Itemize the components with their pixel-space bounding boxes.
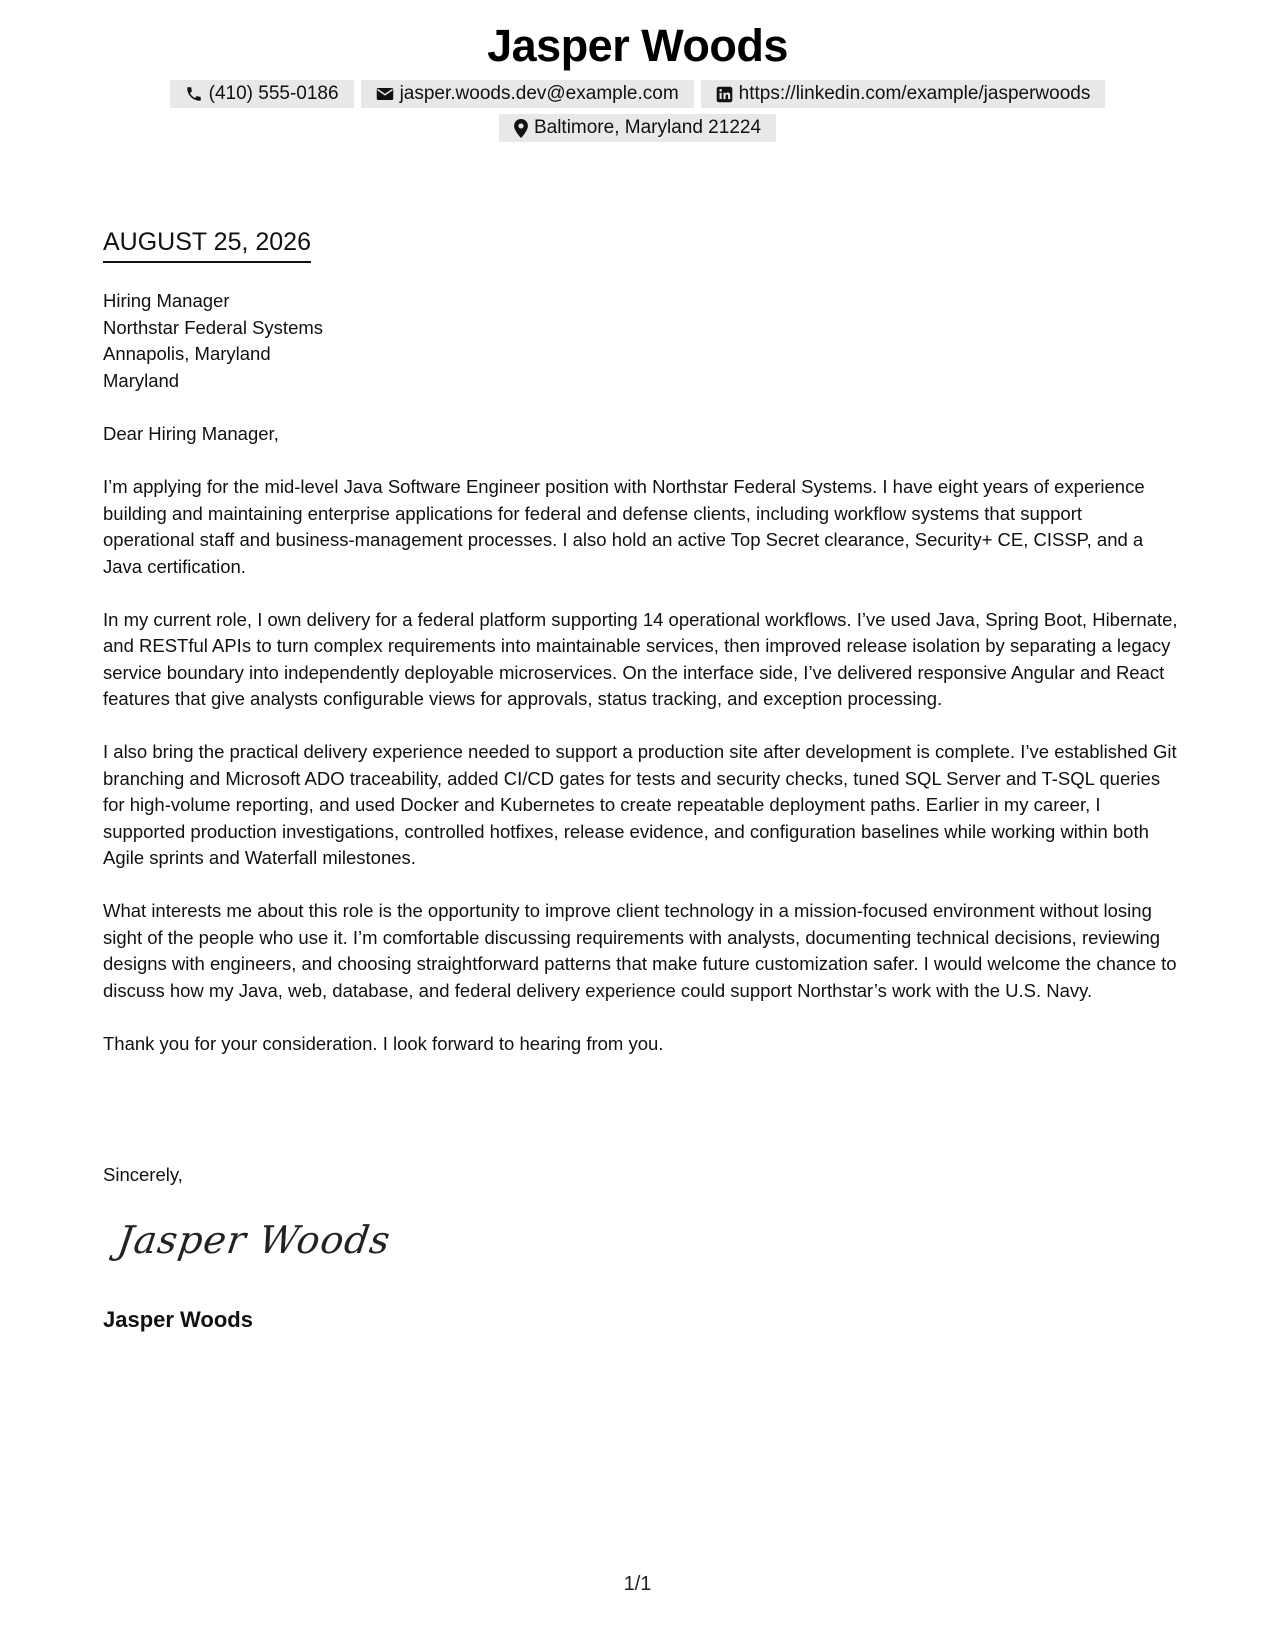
- contact-row-location: [0, 114, 1275, 142]
- location-chip: [499, 114, 776, 142]
- linkedin-text: https://linkedin.com/example/jasperwoods: [738, 83, 1091, 104]
- phone-text: (410) 555-0186: [208, 83, 339, 104]
- handwritten-signature: Jasper Woods: [114, 1218, 394, 1262]
- location-text: Baltimore, Maryland 21224: [533, 117, 762, 138]
- phone-chip: [170, 80, 354, 108]
- signer-name: Jasper Woods: [103, 1307, 253, 1332]
- contact-row: [0, 80, 1275, 108]
- map-pin-icon: [514, 119, 528, 138]
- closing: Sincerely,: [103, 1164, 183, 1185]
- body-paragraph: I’m applying for the mid-level Java Software Engineer position with Northstar Federal Systems. I have eight years of experience building and maintaining enterprise applications for federal and defense clients, including workflow systems that support operational staff and business-management processes. I also hold an active Top Secret clearance, Security+ CE, CISSP, and a Java certification.: [103, 476, 1145, 577]
- letter-date: AUGUST 25, 2026: [103, 228, 311, 263]
- recipient-line: Hiring Manager: [103, 290, 230, 311]
- linkedin-icon: [716, 86, 733, 103]
- recipient-line: Northstar Federal Systems: [103, 316, 324, 338]
- letter-body: [103, 474, 1178, 1084]
- body-paragraph: I also bring the practical delivery experience needed to support a production site after development is complete. I’ve established Git branching and Microsoft ADO traceability, added CI/CD gates for tests and security checks, tuned SQL Server and T-SQL queries for high-volume reporting, and used Docker and Kubernetes to create repeatable deployment paths. Earlier in my career, I supported production investigations, controlled hotfixes, release evidence, and configuration baselines while working within both Agile sprints and Waterfall milestones.: [103, 741, 1177, 868]
- salutation: Dear Hiring Manager,: [103, 423, 279, 444]
- body-paragraph: In my current role, I own delivery for a federal platform supporting 14 operational workflows. I’ve used Java, Spring Boot, Hibernate, and RESTful APIs to turn complex requirements into maintainable services, then improved release isolation by separating a legacy service boundary into independently deployable microservices. On the interface side, I’ve delivered responsive Angular and React features that give analysts configurable views for approvals, status tracking, and exception processing.: [103, 608, 1178, 709]
- body-paragraph: What interests me about this role is the opportunity to improve client technology in a mission-focused environment without losing sight of the people who use it. I’m comfortable discussing requirements with analysts, documenting technical decisions, reviewing designs with engineers, and choosing straightforward patterns that make future customization safer. I would welcome the chance to discuss how my Java, web, database, and federal delivery experience could support Northstar’s work with the U.S. Navy.: [103, 900, 1177, 1001]
- recipient-block: [103, 288, 323, 394]
- body-paragraph: Thank you for your consideration. I look forward to hearing from you.: [103, 1032, 664, 1054]
- envelope-icon: [376, 86, 394, 102]
- email-chip: [361, 80, 694, 108]
- linkedin-chip: [701, 80, 1106, 108]
- recipient-line: Maryland: [103, 369, 180, 391]
- applicant-name: Jasper Woods: [487, 20, 788, 71]
- recipient-line: Annapolis, Maryland: [103, 343, 271, 364]
- page-number: 1/1: [623, 1573, 652, 1595]
- email-text: jasper.woods.dev@example.com: [399, 83, 679, 104]
- phone-icon: [185, 85, 203, 103]
